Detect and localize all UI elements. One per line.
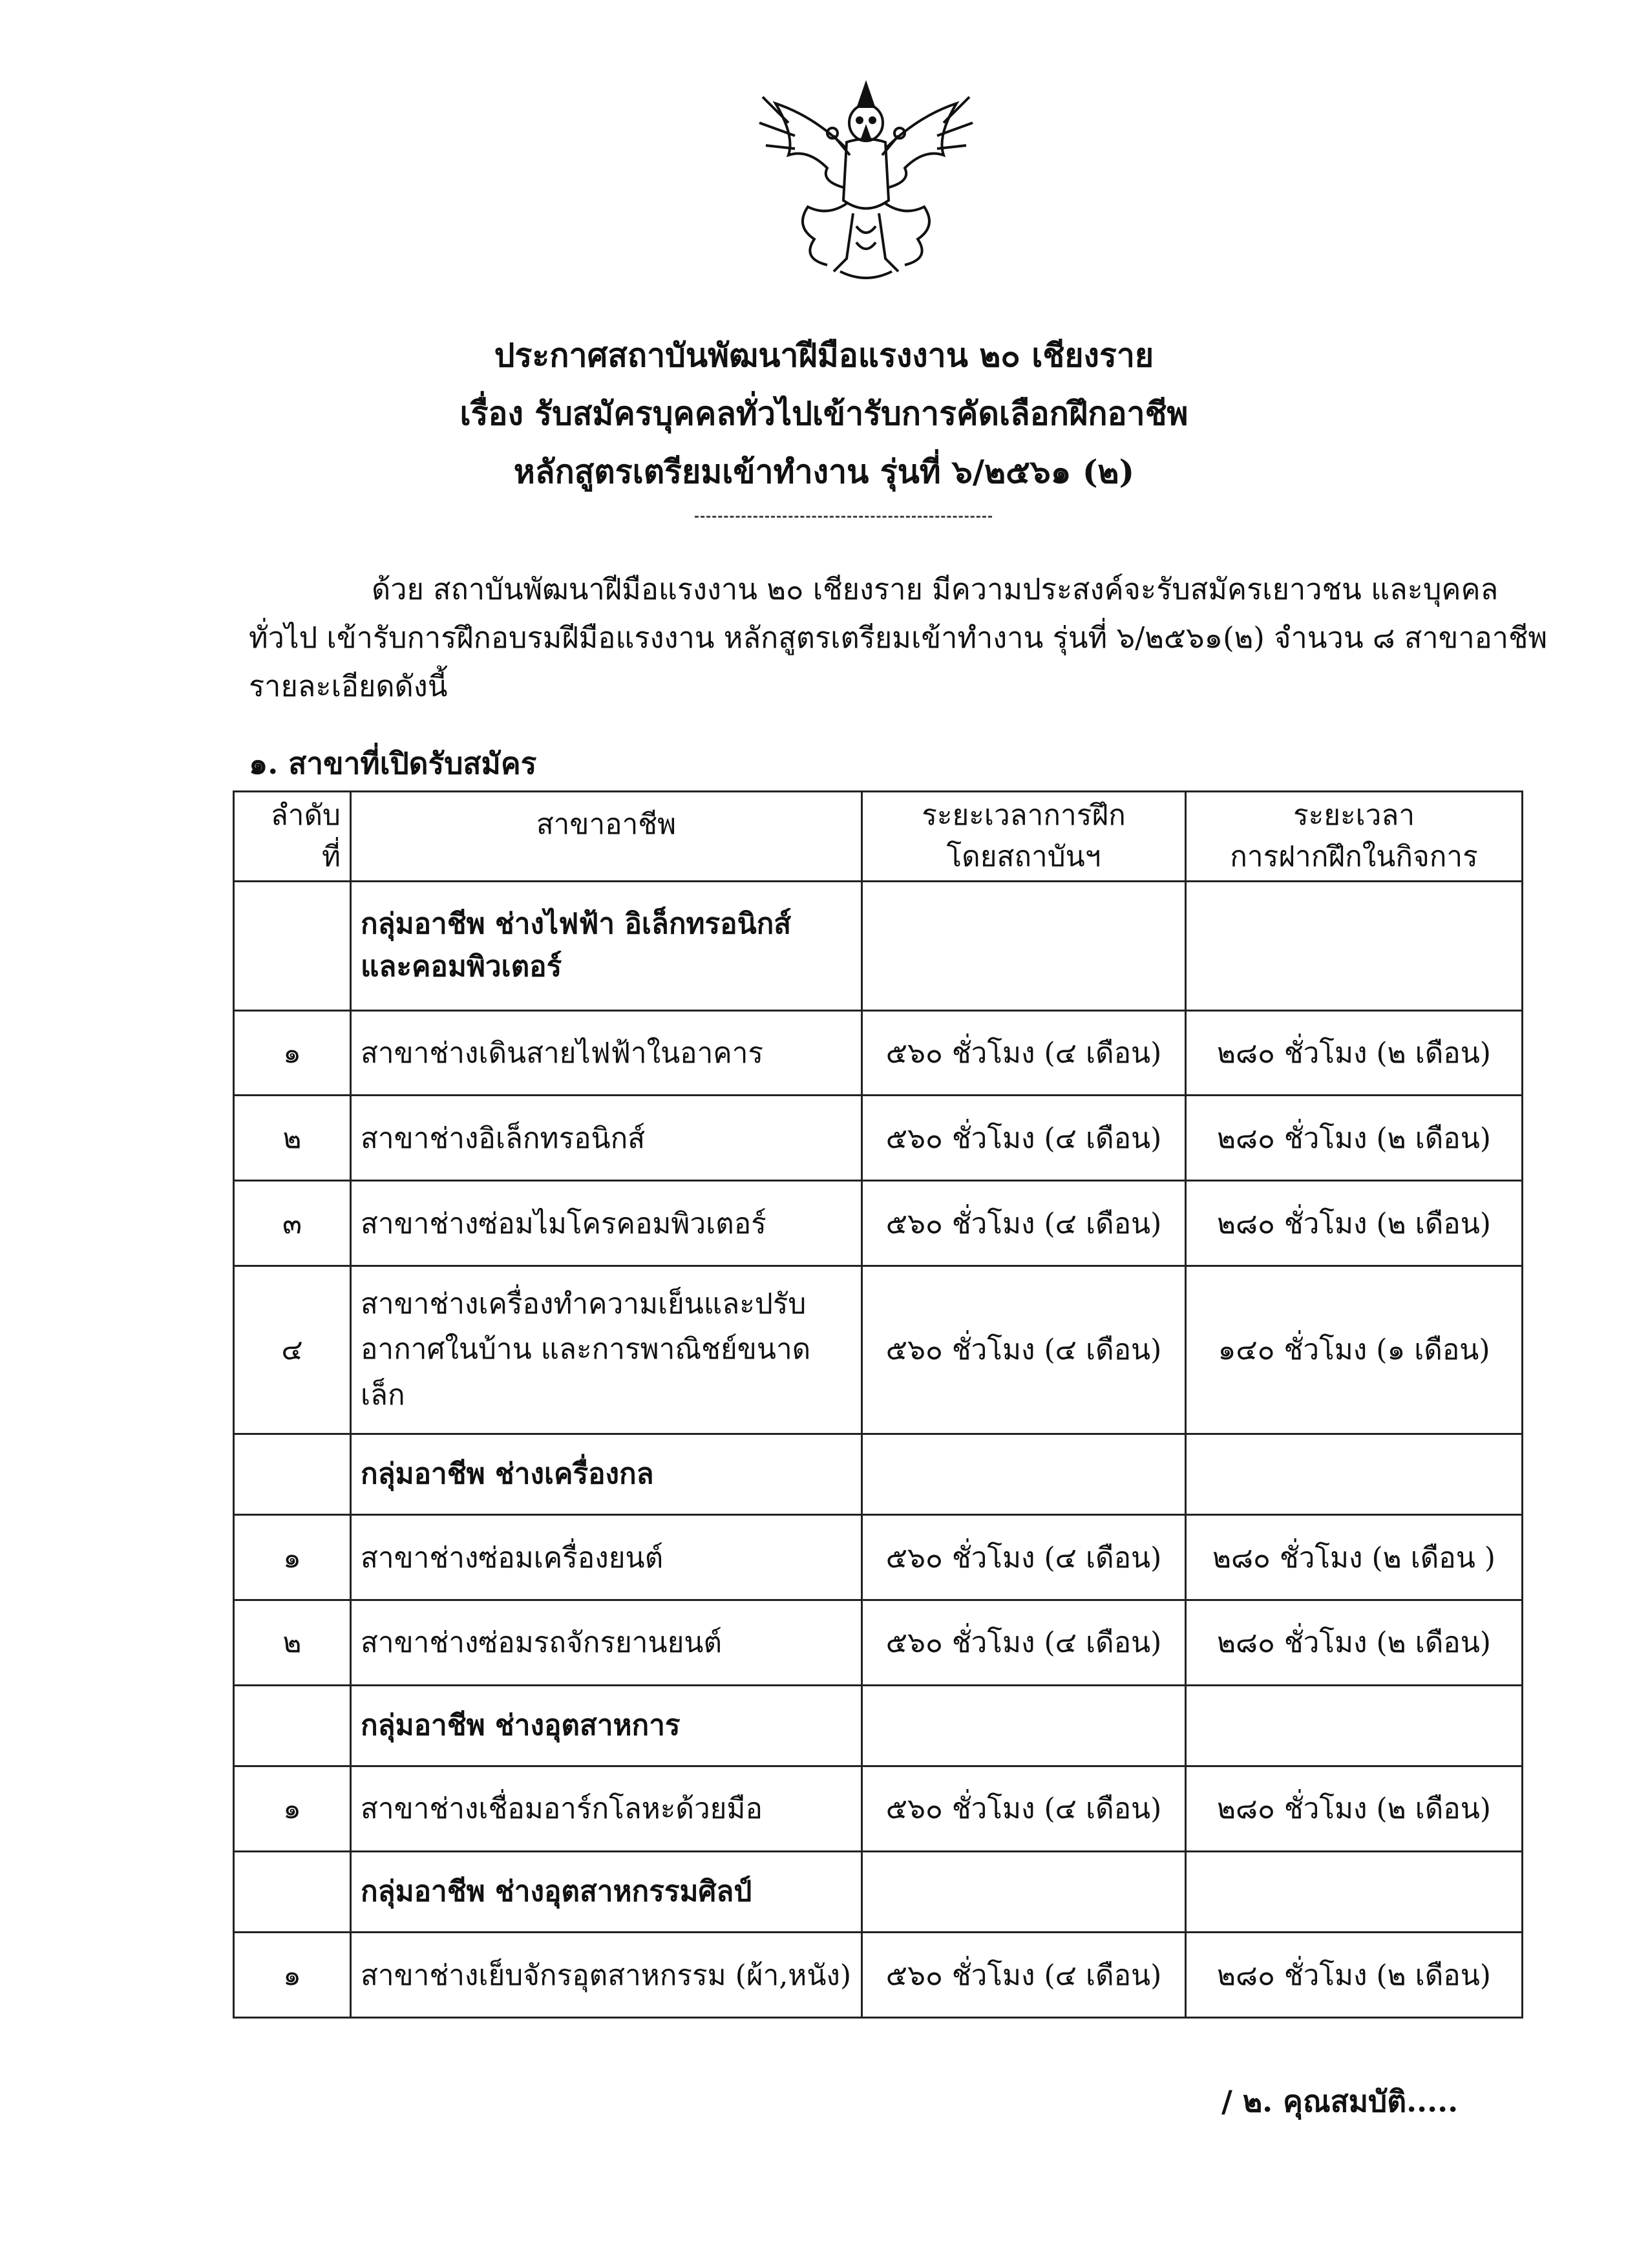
group-name: กลุ่มอาชีพ ช่างอุตสาหการ xyxy=(351,1685,862,1766)
row-duration: ๕๖๐ ชั่วโมง (๔ เดือน) xyxy=(862,1600,1186,1686)
row-apprentice: ๒๘๐ ชั่วโมง (๒ เดือน) xyxy=(1186,1933,1523,2018)
row-name: สาขาช่างเย็บจักรอุตสาหกรรม (ผ้า,หนัง) xyxy=(351,1933,862,2018)
row-apprentice: ๒๘๐ ชั่วโมง (๒ เดือน ) xyxy=(1186,1515,1523,1600)
row-name: สาขาช่างเดินสายไฟฟ้าในอาคาร xyxy=(351,1010,862,1096)
group-no-cell xyxy=(234,881,351,1010)
row-name: สาขาช่างซ่อมเครื่องยนต์ xyxy=(351,1515,862,1600)
row-no: ๒ xyxy=(234,1600,351,1686)
table-group-row xyxy=(234,1685,1523,1766)
row-duration: ๕๖๐ ชั่วโมง (๔ เดือน) xyxy=(862,1933,1186,2018)
group-apprentice-cell xyxy=(1186,1685,1523,1766)
row-no: ๒ xyxy=(234,1096,351,1181)
group-name: กลุ่มอาชีพ ช่างเครื่องกล xyxy=(351,1434,862,1514)
group-duration-cell xyxy=(862,881,1186,1010)
table-group-row xyxy=(234,881,1523,1010)
header-apprentice xyxy=(1186,792,1523,882)
header-no-line-2: ที่ xyxy=(321,840,341,873)
row-name: สาขาช่างเครื่องทำความเย็นและปรับอากาศในบ้าน และการพาณิชย์ขนาดเล็ก xyxy=(351,1266,862,1434)
row-duration: ๕๖๐ ชั่วโมง (๔ เดือน) xyxy=(862,1766,1186,1852)
header-no xyxy=(234,792,351,882)
row-no: ๑ xyxy=(234,1515,351,1600)
table-row xyxy=(234,1933,1523,2018)
heading-divider xyxy=(695,516,992,518)
row-duration: ๕๖๐ ชั่วโมง (๔ เดือน) xyxy=(862,1096,1186,1181)
header-apprentice-line-2: การฝากฝึกในกิจการ xyxy=(1230,840,1478,873)
header-name: สาขาอาชีพ xyxy=(351,792,862,882)
row-duration: ๕๖๐ ชั่วโมง (๔ เดือน) xyxy=(862,1266,1186,1434)
header-no-line-1: ลำดับ xyxy=(270,799,341,832)
group-name: กลุ่มอาชีพ ช่างอุตสาหกรรมศิลป์ xyxy=(351,1851,862,1932)
row-name: สาขาช่างซ่อมรถจักรยานยนต์ xyxy=(351,1600,862,1686)
header-duration-line-1: ระยะเวลาการฝึก xyxy=(922,799,1126,832)
group-name: กลุ่มอาชีพ ช่างไฟฟ้า อิเล็กทรอนิกส์ และคอมพิวเตอร์ xyxy=(351,881,862,1010)
table-row xyxy=(234,1096,1523,1181)
continuation-note: / ๒. คุณสมบัติ..... xyxy=(1221,2084,1459,2119)
group-duration-cell xyxy=(862,1434,1186,1514)
table-row xyxy=(234,1600,1523,1686)
row-apprentice: ๑๔๐ ชั่วโมง (๑ เดือน) xyxy=(1186,1266,1523,1434)
row-name: สาขาช่างซ่อมไมโครคอมพิวเตอร์ xyxy=(351,1181,862,1266)
table-group-row xyxy=(234,1851,1523,1932)
header-duration xyxy=(862,792,1186,882)
group-apprentice-cell xyxy=(1186,881,1523,1010)
table-row xyxy=(234,1181,1523,1266)
row-name: สาขาช่างเชื่อมอาร์กโลหะด้วยมือ xyxy=(351,1766,862,1852)
row-apprentice: ๒๘๐ ชั่วโมง (๒ เดือน) xyxy=(1186,1010,1523,1096)
row-apprentice: ๒๘๐ ชั่วโมง (๒ เดือน) xyxy=(1186,1096,1523,1181)
intro-line-3: รายละเอียดดังนี้ xyxy=(249,669,448,703)
group-apprentice-cell xyxy=(1186,1851,1523,1932)
row-no: ๑ xyxy=(234,1766,351,1852)
row-name: สาขาช่างอิเล็กทรอนิกส์ xyxy=(351,1096,862,1181)
table-row xyxy=(234,1266,1523,1434)
group-no-cell xyxy=(234,1434,351,1514)
table-row xyxy=(234,1515,1523,1600)
group-no-cell xyxy=(234,1851,351,1932)
row-apprentice: ๒๘๐ ชั่วโมง (๒ เดือน) xyxy=(1186,1766,1523,1852)
section-title: ๑. สาขาที่เปิดรับสมัคร xyxy=(249,746,537,781)
group-no-cell xyxy=(234,1685,351,1766)
row-duration: ๕๖๐ ชั่วโมง (๔ เดือน) xyxy=(862,1181,1186,1266)
branches-table xyxy=(233,790,1523,2019)
header-apprentice-line-1: ระยะเวลา xyxy=(1293,799,1415,832)
header-duration-line-2: โดยสถาบันฯ xyxy=(946,840,1101,873)
group-apprentice-cell xyxy=(1186,1434,1523,1514)
table-group-row xyxy=(234,1434,1523,1514)
row-no: ๓ xyxy=(234,1181,351,1266)
heading-line-1: ประกาศสถาบันพัฒนาฝีมือแรงงาน ๒๐ เชียงราย xyxy=(494,336,1154,374)
heading-line-3: หลักสูตรเตรียมเข้าทำงาน รุ่นที่ ๖/๒๕๖๑ (๒) xyxy=(513,452,1135,491)
group-duration-cell xyxy=(862,1851,1186,1932)
group-duration-cell xyxy=(862,1685,1186,1766)
table-row xyxy=(234,1766,1523,1852)
table-row xyxy=(234,1010,1523,1096)
row-duration: ๕๖๐ ชั่วโมง (๔ เดือน) xyxy=(862,1010,1186,1096)
row-no: ๑ xyxy=(234,1010,351,1096)
row-apprentice: ๒๘๐ ชั่วโมง (๒ เดือน) xyxy=(1186,1181,1523,1266)
row-duration: ๕๖๐ ชั่วโมง (๔ เดือน) xyxy=(862,1515,1186,1600)
heading-line-2: เรื่อง รับสมัครบุคคลทั่วไปเข้ารับการคัดเลือกฝึกอาชีพ xyxy=(460,394,1188,432)
row-no: ๑ xyxy=(234,1933,351,2018)
table-header-row xyxy=(234,792,1523,882)
row-apprentice: ๒๘๐ ชั่วโมง (๒ เดือน) xyxy=(1186,1600,1523,1686)
row-no: ๔ xyxy=(234,1266,351,1434)
garuda-emblem xyxy=(750,78,982,291)
intro-line-1: ด้วย สถาบันพัฒนาฝีมือแรงงาน ๒๐ เชียงราย มีความประสงค์จะรับสมัครเยาวชน และบุคคล xyxy=(372,572,1499,606)
intro-line-2: ทั่วไป เข้ารับการฝึกอบรมฝีมือแรงงาน หลักสูตรเตรียมเข้าทำงาน รุ่นที่ ๖/๒๕๖๑(๒) จำนวน ๘ สาขาอาชีพ xyxy=(249,620,1548,655)
